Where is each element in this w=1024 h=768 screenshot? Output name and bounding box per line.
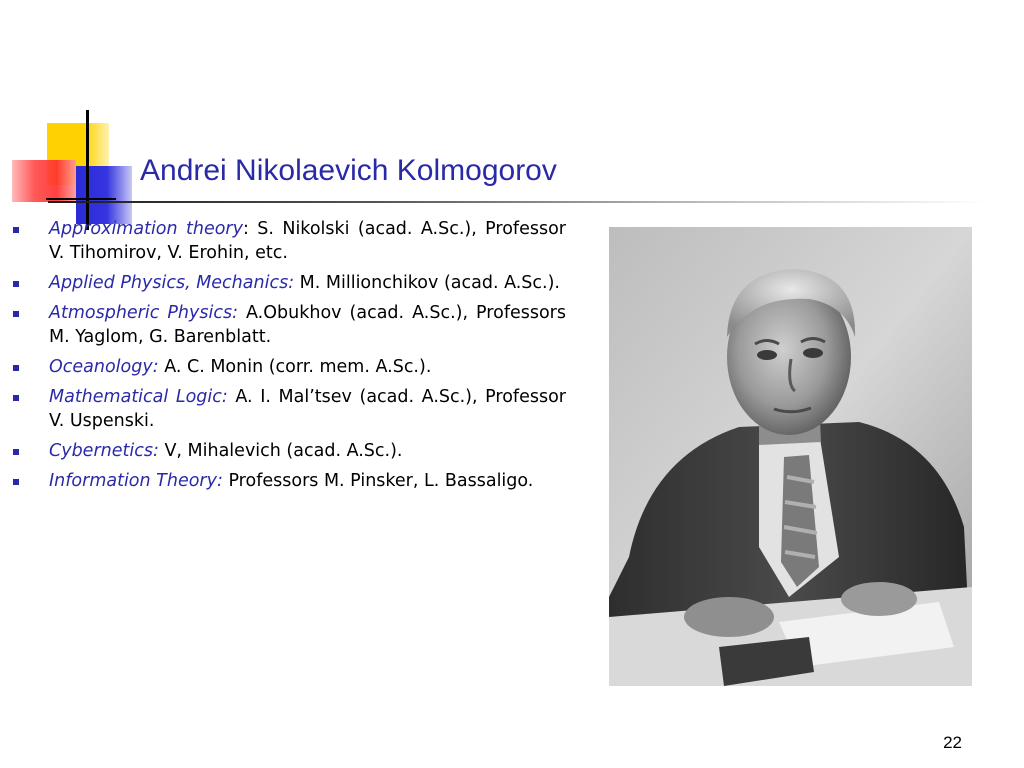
bullet-list (10, 217, 566, 499)
bullet-item (10, 385, 566, 433)
bullet-topic: Oceanology: (49, 357, 159, 377)
bullet-topic: Applied Physics, Mechanics: (49, 273, 295, 293)
portrait-photo (609, 227, 972, 686)
bullet-item (10, 271, 566, 295)
title-underline (48, 201, 988, 203)
slide-title: Andrei Nikolaevich Kolmogorov (140, 154, 557, 187)
logo-red-square (12, 160, 76, 202)
bullet-topic: Cybernetics: (49, 441, 159, 461)
bullet-item (10, 439, 566, 463)
bullet-item (10, 217, 566, 265)
slide-logo (0, 0, 140, 230)
bullet-text: A. I. Mal’tsev (acad. A.Sc.), Professor V. Uspenski. (49, 387, 566, 431)
bullet-topic: Atmospheric Physics: (49, 303, 238, 323)
bullet-topic: Mathematical Logic: (49, 387, 228, 407)
bullet-text: A. C. Monin (corr. mem. A.Sc.). (158, 357, 432, 377)
square-bullet-icon (13, 281, 19, 287)
bullet-topic: Approximation theory (49, 219, 243, 239)
bullet-text: Professors M. Pinsker, L. Bassaligo. (222, 471, 534, 491)
bullet-text: A.Obukhov (acad. A.Sc.), Professors M. Yaglom, G. Barenblatt. (49, 303, 566, 347)
bullet-item (10, 301, 566, 349)
square-bullet-icon (13, 395, 19, 401)
bullet-text: M. Millionchikov (acad. A.Sc.). (294, 273, 560, 293)
square-bullet-icon (13, 365, 19, 371)
bullet-item (10, 355, 566, 379)
bullet-topic: Information Theory: (49, 471, 223, 491)
bullet-text: S. Nikolski (acad. A.Sc.), Professor V. Tihomirov, V. Erohin, etc. (49, 219, 566, 263)
square-bullet-icon (13, 311, 19, 317)
bullet-item (10, 469, 566, 493)
square-bullet-icon (13, 449, 19, 455)
bullet-separator: : (242, 219, 249, 239)
logo-vertical-line (86, 110, 89, 230)
square-bullet-icon (13, 227, 19, 233)
logo-horizontal-line (46, 198, 116, 200)
logo-blue-square (76, 166, 132, 224)
bullet-text: V, Mihalevich (acad. A.Sc.). (158, 441, 403, 461)
square-bullet-icon (13, 479, 19, 485)
page-number: 22 (943, 733, 962, 752)
